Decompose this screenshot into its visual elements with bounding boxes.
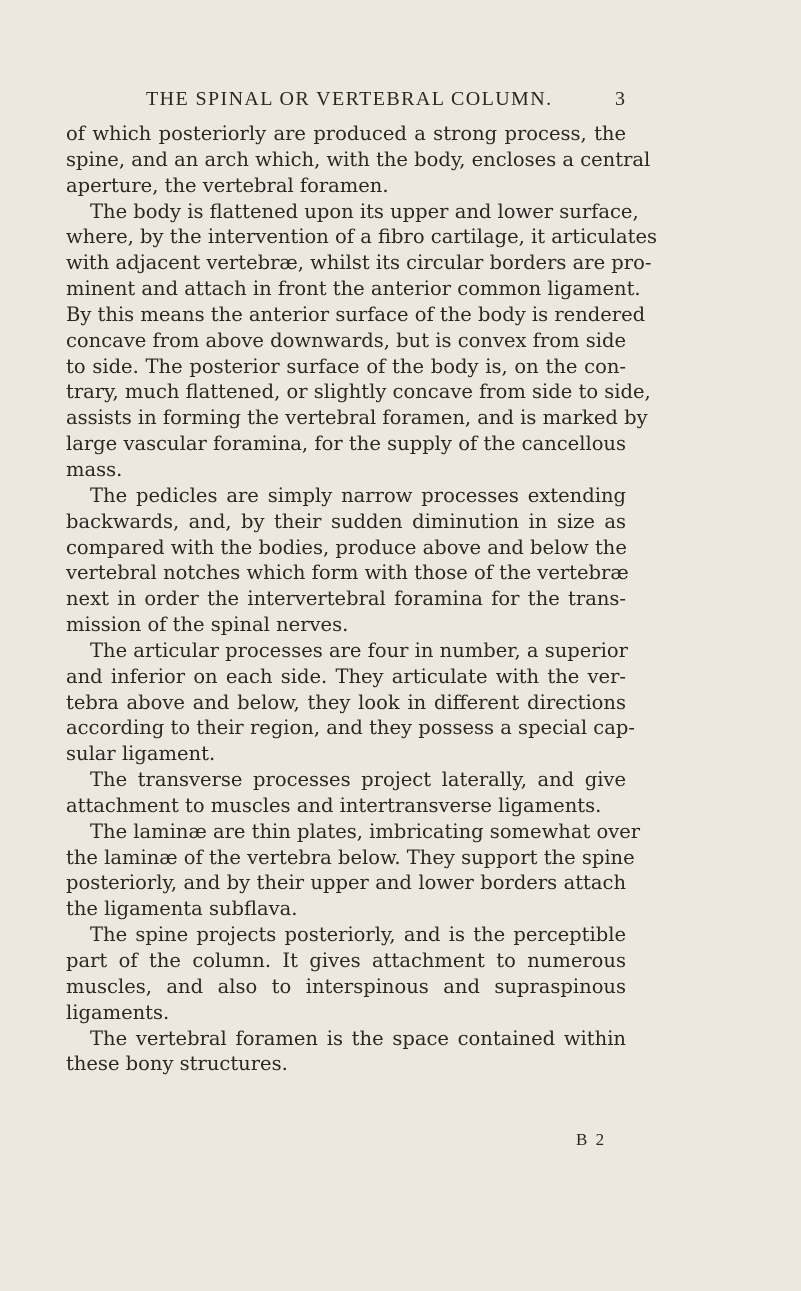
- text-line: next in order the intervertebral foramina for the trans-: [66, 587, 626, 611]
- text-line: with adjacent vertebræ, whilst its circular borders are pro-: [66, 251, 652, 275]
- text-line: mass.: [66, 457, 123, 481]
- page-number: 3: [615, 88, 625, 110]
- text-line: these bony structures.: [66, 1052, 288, 1076]
- text-line: The spine projects posteriorly, and is the perceptible: [90, 923, 626, 947]
- text-line: The articular processes are four in number, a superior: [90, 638, 628, 662]
- text-line: The body is flattened upon its upper and lower surface,: [90, 199, 639, 223]
- text-line: to side. The posterior surface of the body is, on the con-: [66, 354, 626, 378]
- text-line: compared with the bodies, produce above and below the: [66, 535, 627, 559]
- text-line: attachment to muscles and intertransverse ligaments.: [66, 793, 602, 817]
- body-text: [66, 121, 658, 1077]
- text-line: posteriorly, and by their upper and lower borders attach: [66, 871, 626, 895]
- text-line: muscles, and also to interspinous and supraspinous: [66, 974, 626, 998]
- text-line: By this means the anterior surface of the body is rendered: [66, 302, 646, 326]
- text-line: tebra above and below, they look in different directions: [66, 690, 626, 714]
- running-head: [0, 88, 801, 118]
- text-line: ligaments.: [66, 1000, 170, 1024]
- text-line: The vertebral foramen is the space contained within: [90, 1026, 626, 1050]
- text-line: aperture, the vertebral foramen.: [66, 173, 389, 197]
- text-line: The pedicles are simply narrow processes extending: [90, 483, 626, 507]
- text-line: The laminæ are thin plates, imbricating somewhat over: [90, 819, 641, 843]
- running-title: THE SPINAL OR VERTEBRAL COLUMN.: [146, 88, 553, 110]
- text-line: The transverse processes project laterally, and give: [90, 768, 626, 792]
- signature-mark: B 2: [576, 1130, 607, 1149]
- text-line: assists in forming the vertebral foramen, and is marked by: [66, 406, 648, 430]
- text-line: where, by the intervention of a fibro cartilage, it articulates: [66, 225, 658, 249]
- text-line: and inferior on each side. They articulate with the ver-: [66, 664, 626, 688]
- text-line: large vascular foramina, for the supply of the cancellous: [66, 432, 626, 456]
- text-line: vertebral notches which form with those of the vertebræ: [66, 561, 629, 585]
- text-line: minent and attach in front the anterior common ligament.: [66, 277, 641, 301]
- text-line: according to their region, and they possess a special cap-: [66, 716, 635, 740]
- text-line: backwards, and, by their sudden diminution in size as: [66, 509, 626, 533]
- text-line: the laminæ of the vertebra below. They support the spine: [66, 845, 635, 869]
- text-line: sular ligament.: [66, 742, 216, 766]
- text-line: mission of the spinal nerves.: [66, 613, 349, 637]
- text-line: spine, and an arch which, with the body, encloses a central: [66, 147, 651, 171]
- text-line: part of the column. It gives attachment to numerous: [66, 949, 626, 972]
- text-line: trary, much flattened, or slightly concave from side to side,: [66, 380, 651, 404]
- text-line: the ligamenta subflava.: [66, 897, 298, 921]
- text-line: of which posteriorly are produced a strong process, the: [66, 122, 626, 145]
- text-line: concave from above downwards, but is convex from side: [66, 328, 626, 352]
